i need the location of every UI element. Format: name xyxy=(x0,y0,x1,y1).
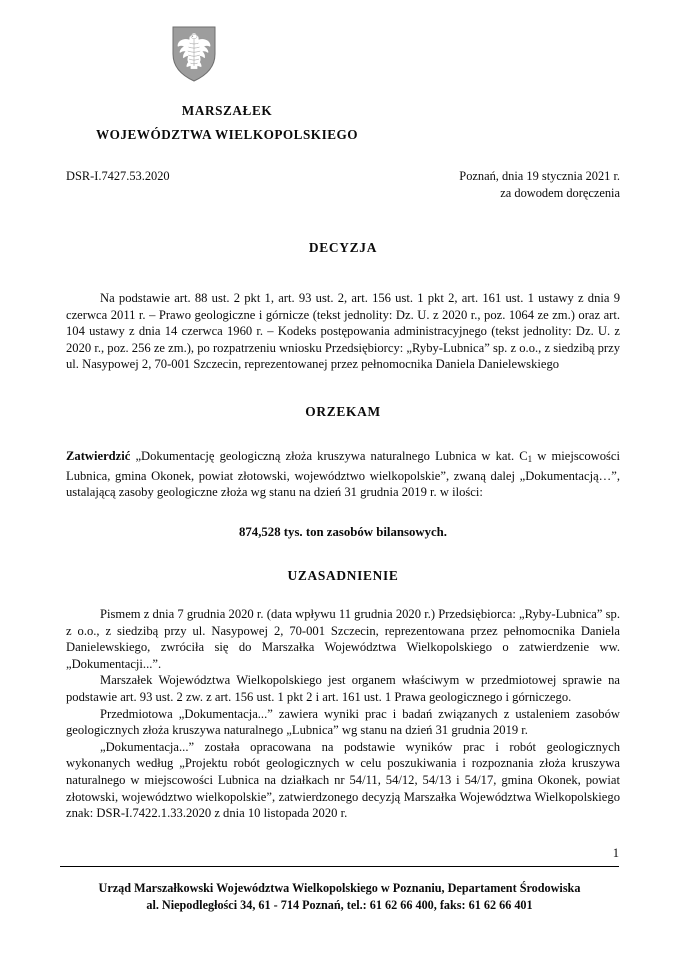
letterhead-line-1: MARSZAŁEK xyxy=(181,103,273,118)
heading-ruling: ORZEKAM xyxy=(305,404,381,419)
wielkopolska-coat-of-arms-icon xyxy=(172,26,216,82)
footer-line-2: al. Niepodległości 34, 61 - 714 Poznań, tel.: 61 62 66 400, faks: 61 62 66 401 xyxy=(146,898,533,912)
justification-paragraph: Przedmiotowa „Dokumentacja...” zawiera wyniki prac i badań związanych z ustaleniem zasobów geologicznych złoża kruszywa naturalnego „Lubnica” wg stanu na dzień 31 grudnia 2019 r. xyxy=(66,706,620,738)
page-number: 1 xyxy=(612,846,619,860)
ruling-lead-word: Zatwierdzić xyxy=(66,449,131,463)
justification-section xyxy=(66,606,620,822)
ruling-text-after-subscript: w miejscowości Lubnica, gmina Okonek, powiat złotowski, województwo wielkopolskie”, zwaną dalej „Dokumentacją…”, ustalającą zasoby geologiczne złoża wg stanu na dzień 31 grudnia 2019 r. w ilości: xyxy=(66,449,620,500)
reference-sign: DSR-I.7427.53.2020 xyxy=(66,169,170,183)
heading-justification: UZASADNIENIE xyxy=(287,568,399,583)
emblem-container xyxy=(0,26,388,82)
resource-amount: 874,528 tys. ton zasobów bilansowych. xyxy=(239,525,447,539)
ruling-section xyxy=(66,448,620,501)
category-subscript: 1 xyxy=(527,453,533,464)
ruling-paragraph xyxy=(66,448,620,501)
delivery-note: za dowodem doręczenia xyxy=(500,185,620,200)
reference-date-row xyxy=(66,168,620,201)
justification-paragraph: Pismem z dnia 7 grudnia 2020 r. (data wpływu 11 grudnia 2020 r.) Przedsiębiorca: „Ryby-Lubnica” sp. z o.o., z siedzibą przy ul. Nasypowej 2, 70-001 Szczecin, reprezentowana przez pełnomocnika Daniela Danielewskiego, zwróciła się do Marszałka Województwa Wielkopolskiego o zatwierdzenie ww. „Dokumentacji...”. xyxy=(66,607,620,671)
footer-divider xyxy=(60,866,619,867)
letterhead-line-2: WOJEWÓDZTWA WIELKOPOLSKIEGO xyxy=(95,127,359,142)
footer-address xyxy=(60,880,619,914)
legal-basis-section xyxy=(66,290,620,373)
place-and-date: Poznań, dnia 19 stycznia 2021 r. xyxy=(459,169,620,183)
footer-line-1: Urząd Marszałkowski Województwa Wielkopolskiego w Poznaniu, Departament Środowiska xyxy=(98,881,581,895)
heading-decision: DECYZJA xyxy=(308,240,378,255)
ruling-text-before-subscript: „Dokumentację geologiczną złoża kruszywa naturalnego Lubnica w kat. C xyxy=(130,449,528,463)
justification-paragraph: Marszałek Województwa Wielkopolskiego jest organem właściwym w przedmiotowej sprawie na podstawie art. 93 ust. 2 zw. z art. 156 ust. 1 pkt 2 i art. 161 ust. 1 Prawa geologicznego i górniczego. xyxy=(66,673,620,704)
date-block xyxy=(459,168,620,201)
legal-basis-paragraph: Na podstawie art. 88 ust. 2 pkt 1, art. 93 ust. 2, art. 156 ust. 1 pkt 2, art. 161 ust. 1 ustawy z dnia 9 czerwca 2011 r. – Prawo geologiczne i górnicze (tekst jednolity: Dz. U. z 2020 r., poz. 1064 ze zm.) oraz art. 104 ustawy z dnia 14 czerwca 1960 r. – Kodeks postępowania administracyjnego (tekst jednolity: Dz. U. z 2020 r., poz. 256 ze zm.), po rozpatrzeniu wniosku Przedsiębiorcy: „Ryby-Lubnica” sp. z o.o., z siedzibą przy ul. Nasypowej 2, 70-001 Szczecin, reprezentowanej przez pełnomocnika Daniela Danielewskiego xyxy=(66,291,620,372)
letterhead-title xyxy=(66,101,388,145)
justification-paragraph: „Dokumentacja...” została opracowana na podstawie wyników prac i robót geologicznych wykonanych według „Projektu robót geologicznych w celu poszukiwania i rozpoznania złoża kruszywa naturalnego w miejscowości Lubnica na działkach nr 54/11, 54/12, 54/13 i 54/17, gmina Okonek, powiat złotowski, województwo wielkopolskie”, zatwierdzonego decyzją Marszałka Województwa Wielkopolskiego znak: DSR-I.7422.1.33.2020 z dnia 10 listopada 2020 r. xyxy=(66,739,620,821)
